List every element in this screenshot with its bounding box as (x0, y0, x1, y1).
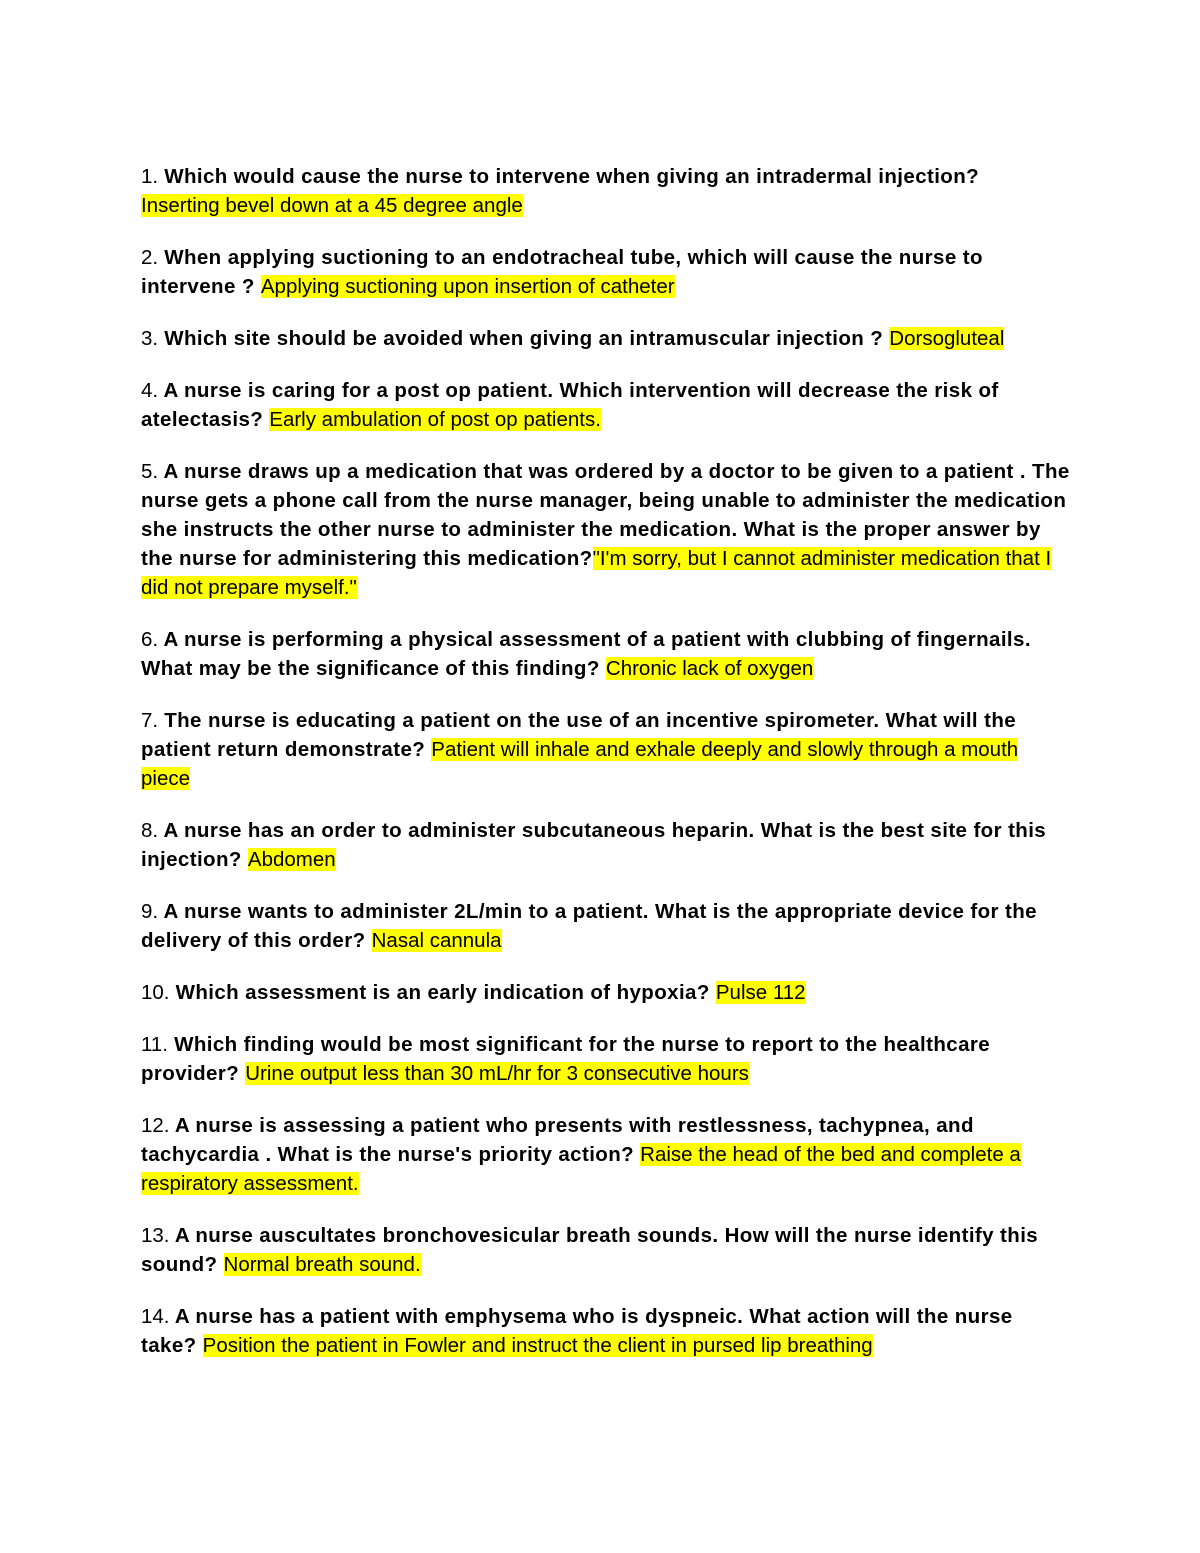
document-page (141, 162, 1071, 1383)
question-text: The nurse is educating a patient on the use of an incentive spirometer. What will the patient return demonstrate? (141, 709, 1017, 761)
answer-highlight: Raise the head of the bed and complete a respiratory assessment. (141, 1143, 1021, 1195)
question-text: A nurse has an order to administer subcutaneous heparin. What is the best site for this injection? (141, 819, 1047, 871)
question-text: A nurse wants to administer 2L/min to a patient. What is the appropriate device for the delivery of this order? (141, 900, 1037, 952)
answer-highlight: Position the patient in Fowler and instruct the client in pursed lip breathing (202, 1334, 873, 1357)
question-number: 5. (141, 460, 159, 483)
answer-highlight: Normal breath sound. (223, 1253, 421, 1276)
answer-highlight: Chronic lack of oxygen (605, 657, 814, 680)
answer-highlight: "I'm sorry, but I cannot administer medication that I did not prepare myself." (141, 547, 1052, 599)
qa-item (141, 1111, 1071, 1198)
qa-item (141, 816, 1071, 874)
qa-item (141, 978, 1071, 1007)
answer-highlight: Urine output less than 30 mL/hr for 3 consecutive hours (245, 1062, 749, 1085)
question-number: 11. (141, 1033, 168, 1056)
qa-item (141, 1221, 1071, 1279)
answer-highlight: Dorsogluteal (889, 327, 1005, 350)
question-number: 10. (141, 981, 170, 1004)
question-text: Which finding would be most significant for the nurse to report to the healthcare provider? (141, 1033, 991, 1085)
question-number: 8. (141, 819, 159, 842)
question-number: 7. (141, 709, 159, 732)
answer-highlight: Pulse 112 (715, 981, 806, 1004)
question-number: 12. (141, 1114, 170, 1137)
qa-item (141, 376, 1071, 434)
qa-item (141, 897, 1071, 955)
question-text: Which assessment is an early indication of hypoxia? (169, 981, 716, 1004)
answer-highlight: Nasal cannula (371, 929, 502, 952)
question-text: A nurse draws up a medication that was ordered by a doctor to be given to a patient . The nurse gets a phone call from the nurse manager, being unable to administer the medication she instructs the other nurse to administer the medication. What is the proper answer by the nurse for administering this medication? (141, 460, 1070, 570)
question-text: Which would cause the nurse to intervene when giving an intradermal injection? (158, 165, 980, 188)
question-number: 1. (141, 165, 159, 188)
answer-highlight: Applying suctioning upon insertion of catheter (260, 275, 675, 298)
question-number: 4. (141, 379, 159, 402)
question-text: A nurse is performing a physical assessment of a patient with clubbing of fingernails. What may be the significance of this finding? (141, 628, 1031, 680)
qa-item (141, 625, 1071, 683)
question-number: 3. (141, 327, 159, 350)
qa-item (141, 243, 1071, 301)
answer-highlight: Inserting bevel down at a 45 degree angle (141, 194, 523, 217)
question-number: 14. (141, 1305, 170, 1328)
answer-highlight: Abdomen (247, 848, 336, 871)
qa-item (141, 324, 1071, 353)
question-text: Which site should be avoided when giving an intramuscular injection ? (158, 327, 890, 350)
question-text: A nurse is assessing a patient who presents with restlessness, tachypnea, and tachycardia . What is the nurse's priority action? (141, 1114, 974, 1166)
qa-item (141, 1030, 1071, 1088)
question-text: A nurse auscultates bronchovesicular breath sounds. How will the nurse identify this sound? (141, 1224, 1039, 1276)
question-text: A nurse has a patient with emphysema who is dyspneic. What action will the nurse take? (141, 1305, 1013, 1357)
answer-highlight: Early ambulation of post op patients. (269, 408, 601, 431)
qa-item (141, 457, 1071, 602)
question-number: 6. (141, 628, 159, 651)
question-number: 9. (141, 900, 159, 923)
question-text: A nurse is caring for a post op patient. Which intervention will decrease the risk of atelectasis? (141, 379, 999, 431)
qa-item (141, 162, 1071, 220)
qa-item (141, 1302, 1071, 1360)
qa-item (141, 706, 1071, 793)
question-number: 2. (141, 246, 159, 269)
question-number: 13. (141, 1224, 170, 1247)
question-text: When applying suctioning to an endotracheal tube, which will cause the nurse to intervene ? (141, 246, 983, 298)
answer-highlight: Patient will inhale and exhale deeply and slowly through a mouth piece (141, 738, 1019, 790)
